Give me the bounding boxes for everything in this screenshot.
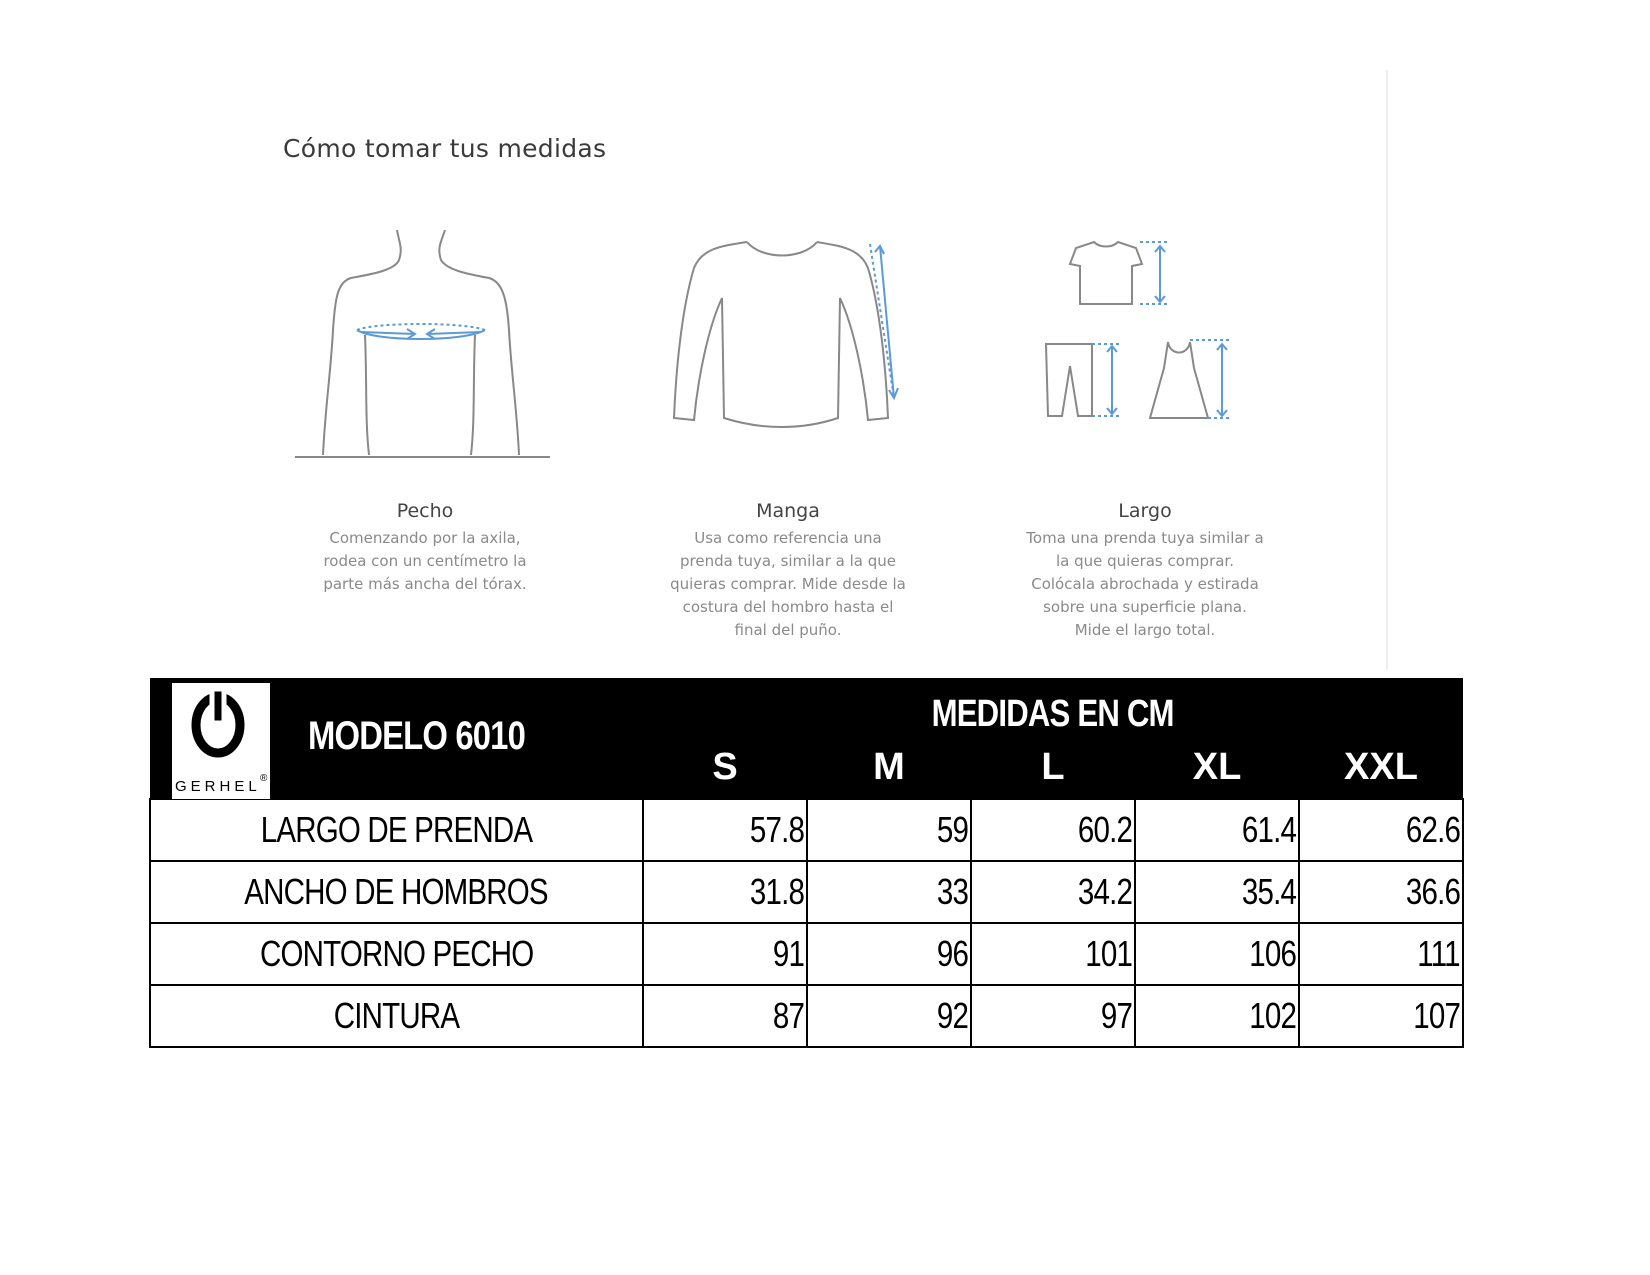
model-label: MODELO 6010 <box>308 714 526 758</box>
caption-title: Manga <box>756 500 820 522</box>
model-header-cell <box>150 678 643 799</box>
row-label: CONTORNO PECHO <box>150 923 643 985</box>
table-cell: 97 <box>971 985 1135 1047</box>
table-cell: 60.2 <box>971 799 1135 861</box>
units-header: MEDIDAS EN CM <box>643 678 1463 736</box>
table-row <box>150 985 1463 1047</box>
table-cell: 102 <box>1135 985 1299 1047</box>
table-cell: 91 <box>643 923 807 985</box>
power-icon <box>172 683 270 799</box>
guide-title: Cómo tomar tus medidas <box>283 134 607 163</box>
caption-title: Pecho <box>396 500 454 522</box>
table-cell: 106 <box>1135 923 1299 985</box>
caption-largo <box>1000 500 1290 642</box>
size-header: S <box>643 736 807 799</box>
brand-registered-mark: ® <box>260 773 268 784</box>
table-row <box>150 799 1463 861</box>
brand-logo <box>172 683 270 799</box>
table-cell: 92 <box>807 985 971 1047</box>
sleeve-measurement-icon <box>672 238 912 438</box>
table-cell: 35.4 <box>1135 861 1299 923</box>
table-row <box>150 923 1463 985</box>
length-measurement-icons <box>1040 238 1240 428</box>
table-cell: 87 <box>643 985 807 1047</box>
size-header: M <box>807 736 971 799</box>
table-cell: 107 <box>1299 985 1463 1047</box>
table-cell: 31.8 <box>643 861 807 923</box>
table-cell: 62.6 <box>1299 799 1463 861</box>
size-header: L <box>971 736 1135 799</box>
table-cell: 111 <box>1299 923 1463 985</box>
table-cell: 33 <box>807 861 971 923</box>
caption-text: Usa como referencia una prenda tuya, similar a la que quieras comprar. Mide desde la costura del hombro hasta el final del puño. <box>670 529 906 639</box>
row-label: CINTURA <box>150 985 643 1047</box>
table-cell: 61.4 <box>1135 799 1299 861</box>
table-cell: 96 <box>807 923 971 985</box>
caption-text: Comenzando por la axila, rodea con un centímetro la parte más ancha del tórax. <box>323 529 527 593</box>
table-cell: 59 <box>807 799 971 861</box>
brand-name: GERHEL <box>175 778 261 795</box>
vertical-divider <box>1386 70 1388 670</box>
table-row <box>150 861 1463 923</box>
caption-manga <box>643 500 933 642</box>
caption-text: Toma una prenda tuya similar a la que quieras comprar. Colócala abrochada y estirada sobre una superficie plana. Mide el largo total. <box>1026 529 1264 639</box>
size-header: XXL <box>1299 736 1463 799</box>
table-cell: 34.2 <box>971 861 1135 923</box>
table-cell: 101 <box>971 923 1135 985</box>
row-label: ANCHO DE HOMBROS <box>150 861 643 923</box>
table-cell: 36.6 <box>1299 861 1463 923</box>
caption-title: Largo <box>1118 500 1172 522</box>
table-cell: 57.8 <box>643 799 807 861</box>
row-label: LARGO DE PRENDA <box>150 799 643 861</box>
size-header: XL <box>1135 736 1299 799</box>
table-header-row <box>150 678 1463 736</box>
size-table <box>149 678 1464 1048</box>
chest-measurement-icon <box>295 230 555 460</box>
caption-pecho <box>280 500 570 596</box>
